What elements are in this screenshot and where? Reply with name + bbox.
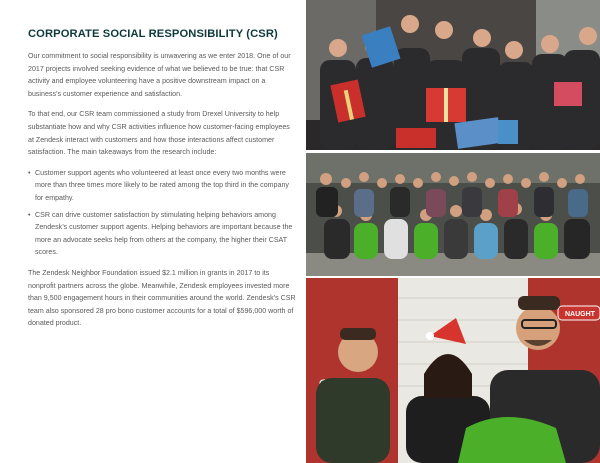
section-title: CORPORATE SOCIAL RESPONSIBILITY (CSR) — [28, 28, 278, 40]
foundation-paragraph: The Zendesk Neighbor Foundation issued $2.1 million in grants in 2017 to its nonprofit partners across the globe. Meanwhile, Zendesk employees invested more than 9,500 engagement hours in their communities around the world. Zendesk’s CSR team also sponsored 28 pro bono customer accounts for a total of $596,000 worth of donated product. — [28, 268, 296, 328]
gift-group-photo — [306, 0, 600, 150]
study-paragraph: To that end, our CSR team commissioned a study from Drexel University to help substantiate how and why CSR activities influence how customer-facing employees at Zendesk interact with customers and how those interactions affect customer satisfaction. The main takeaways from the research include: — [28, 110, 290, 157]
intro-paragraph: Our commitment to social responsibility is unwavering as we enter 2018. One of our 2017 projects involved seeking evidence of what we believed to be true: that CSR activity and employee volunteering have a positive downstream impact on a business’s customer experience and satisfaction. — [28, 52, 291, 98]
takeaway-item: • Customer support agents who volunteered at least once every two months were more than three times more likely to be rated among the top third in the company for empathy. — [28, 167, 296, 205]
volunteer-group-photo — [306, 153, 600, 276]
naughty-sign: NAUGHT — [565, 311, 595, 318]
csr-text-column — [28, 28, 296, 338]
takeaway-item: • CSR can drive customer satisfaction by stimulating helping behaviors among Zendesk’s customer support agents. Helping behaviors are important because the more an advocate seeks help from others at the company, the higher their CSAT scores. — [28, 209, 296, 259]
photo-booth-photo — [306, 278, 600, 463]
takeaways-list — [28, 167, 296, 259]
